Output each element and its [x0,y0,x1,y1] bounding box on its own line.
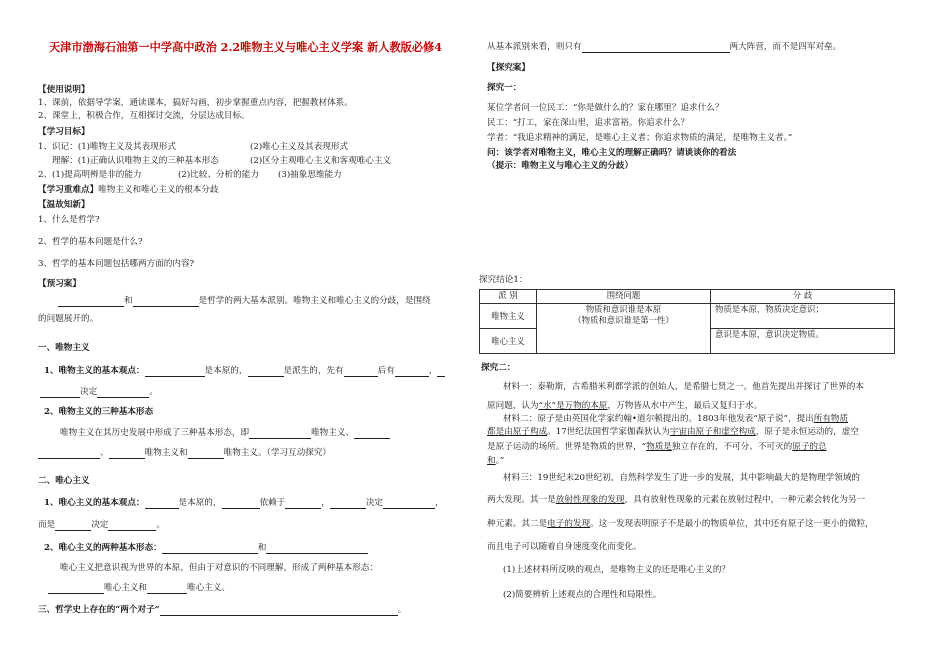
usage-item-1: 1、课前，依据导学案，通读课本，搞好勾画，初步掌握重点内容，把握教材体系。 [38,98,353,108]
blank[interactable] [133,297,199,307]
comparison-table [479,289,895,354]
issue-line-1: 物质和意识谁是本原 [585,304,662,314]
materialism-forms-text-cont: 、 唯物主义和 唯物主义。（学习互动探究） [38,448,331,459]
table-header-school: 派 别 [480,290,537,304]
explore-1-hint: （提示：唯物主义与唯心主义的分歧） [487,161,634,171]
material-2-line-1: 材料二：原子是由英国化学家约翰•道尔顿提出的。1803年他发表“原子说”，提出所有物质 [503,414,849,424]
goal-1b: (2)唯心主义及其表现形式 [250,142,349,152]
review-question-3: 3、哲学的基本问题包括哪两方面的内容? [38,259,195,269]
blank[interactable] [437,367,445,377]
material-3-line-1: 材料三：19世纪末20世纪初，自然科学发生了进一步的发展，其中影响最大的是物理学领域的 [503,473,861,483]
goal-3a: 2、(1)提高明辨是非的能力 [38,170,142,180]
explore-1-heading: 探究一： [487,83,522,93]
blank[interactable] [285,499,321,509]
review-heading: 【温故知新】 [38,200,90,210]
camps-sentence: 从基本派别来看，则只有 两大阵营，而不是四军对垒。 [487,42,842,52]
blank[interactable] [330,499,366,509]
blank[interactable] [354,429,390,439]
idealism-forms: 2、唯心主义的两种基本形态： 和 [44,543,368,554]
blank[interactable] [58,297,124,307]
material-2-line-3: 是原子运动的场所。世界是物质的世界，“物质是独立存在的，不可分、不可灭的原子的总 [487,442,827,452]
explore-1-question: 问：该学者对唯物主义，唯心主义的理解正确吗？请谈谈你的看法 [487,148,737,158]
blank[interactable] [38,449,100,459]
goal-2b: (2)区分主观唯心主义和客观唯心主义 [250,156,392,166]
blank[interactable] [249,429,311,439]
material-2-line-2: 都是由原子构成。17世纪法国哲学家伽森狄认为宇宙由原子和虚空构成，原子是永恒运动的，虚空 [487,427,859,437]
blank[interactable] [160,606,398,616]
idealism-basic-view: 1、唯心主义的基本观点： 是本原的， 依赖于 ， 决定 ， [44,498,444,508]
blank[interactable] [145,499,179,509]
blank[interactable] [344,367,378,377]
blank[interactable] [395,367,429,377]
idealism-forms-text-cont: 唯心主义和 唯心主义。 [48,583,230,594]
table-issue-cell [537,304,711,354]
table-diff-idealism: 意识是本原，意识决定物质。 [711,329,895,354]
material-3-line-2: 两大发现。其一是放射性现象的发现，具有放射性现象的元素在放射过程中，一种元素会转化为另一 [487,495,866,505]
explore-1-dialogue-1: 某位学者问一位民工：“你是做什么的？家在哪里？追求什么？ [487,103,724,113]
idealism-forms-text: 唯心主义把意识视为世界的本原，但由于对意识的不同理解，形成了两种基本形态： [60,563,378,573]
goal-3b: (2)比较、分析的能力 [178,170,259,180]
section-2-heading: 二、唯心主义 [38,476,90,486]
goal-1a: 1、识记：(1)唯物主义及其表现形式 [38,142,176,152]
preview-sentence-cont: 的问题展开的。 [38,314,99,324]
usage-item-2: 2、课堂上，积极合作，互相探讨交流，分层达成目标。 [38,111,250,121]
blank[interactable] [383,499,435,509]
goal-3c: (3)抽象思维能力 [278,170,342,180]
blank[interactable] [147,584,187,594]
explore-1-dialogue-3: 学者：“我追求精神的满足，是唯心主义者；你追求物质的满足，是唯物主义者。” [487,133,793,143]
material-3-line-3: 种元素。其二是电子的发现。这一发现表明原子不是最小的物质单位，其中还有原子这一更小的微粒， [487,519,874,529]
preview-sentence: 和 是哲学的两大基本派别。唯物主义和唯心主义的分歧，是围绕 [58,296,431,307]
blank[interactable] [108,521,156,531]
material-1-line-2: 原问题，认为“水”是万物的本原，万物皆从水中产生，最后又复归于水。 [487,401,763,411]
question-1: (1)上述材料所反映的观点，是唯物主义的还是唯心主义的？ [503,565,731,575]
section-1-heading: 一、唯物主义 [38,343,90,353]
blank[interactable] [582,43,730,53]
table-row-materialism: 唯物主义 [480,304,537,329]
blank[interactable] [266,544,368,554]
blank[interactable] [109,449,145,459]
table-header-issue: 围绕问题 [537,290,711,304]
review-question-1: 1、什么是哲学? [38,215,100,225]
material-3-line-4: 而且电子可以随着自身速度变化而变化。 [487,542,642,552]
table-header-diff: 分 歧 [711,290,895,304]
explore-heading: 【探究案】 [487,63,530,73]
goals-heading: 【学习目标】 [38,127,90,137]
blank[interactable] [48,584,104,594]
goal-2a: 理解：(1)正确认识唯物主义的三种基本形态 [52,156,219,166]
blank[interactable] [145,367,205,377]
table-row-idealism: 唯心主义 [480,329,537,354]
idealism-basic-view-cont: 而是 决定 。 [38,520,166,530]
blank[interactable] [55,521,91,531]
material-2-line-4: 和。” [487,456,505,466]
material-1-line-1: 材料一：泰勒斯，古希腊米利都学派的创始人，是希腊七贤之一。他首先提出并探讨了世界的本 [503,382,864,392]
blank[interactable] [222,499,260,509]
key-points: 【学习重难点】唯物主义和唯心主义的根本分歧 [38,185,219,195]
review-question-2: 2、哲学的基本问题是什么? [38,237,143,247]
conclusion-label: 探究结论1： [479,275,528,285]
preview-heading: 【预习案】 [38,279,81,289]
question-2: (2)简要辨析上述观点的合理性和局限性。 [503,590,662,600]
materialism-basic-view: 1、唯物主义的基本观点： 是本原的， 是派生的，先有 后有 ， [44,366,445,377]
section-3-line: 三、哲学史上存在的“两个对子” 。 [38,605,407,615]
blank[interactable] [40,388,80,398]
explore-1-dialogue-2: 民工：“打工，家在深山里，追求富裕。你追求什么？ [487,118,690,128]
materialism-basic-view-cont: 决定 。 [40,387,158,398]
blank[interactable] [97,388,149,398]
explore-2-heading: 探究二： [481,363,516,373]
materialism-forms-text: 唯物主义在其历史发展中形成了三种基本形态，即 唯物主义、 [60,428,390,439]
blank[interactable] [188,449,224,459]
usage-heading: 【使用说明】 [38,85,90,95]
blank[interactable] [248,367,284,377]
materialism-forms-heading: 2、唯物主义的三种基本形态 [44,407,154,417]
table-diff-materialism: 物质是本原，物质决定意识； [711,304,895,329]
document-title: 天津市渤海石油第一中学高中政治 2.2唯物主义与唯心主义学案 新人教版必修4 [48,40,443,54]
blank[interactable] [162,544,258,554]
issue-line-2: （物质和意识谁是第一性） [573,315,674,325]
